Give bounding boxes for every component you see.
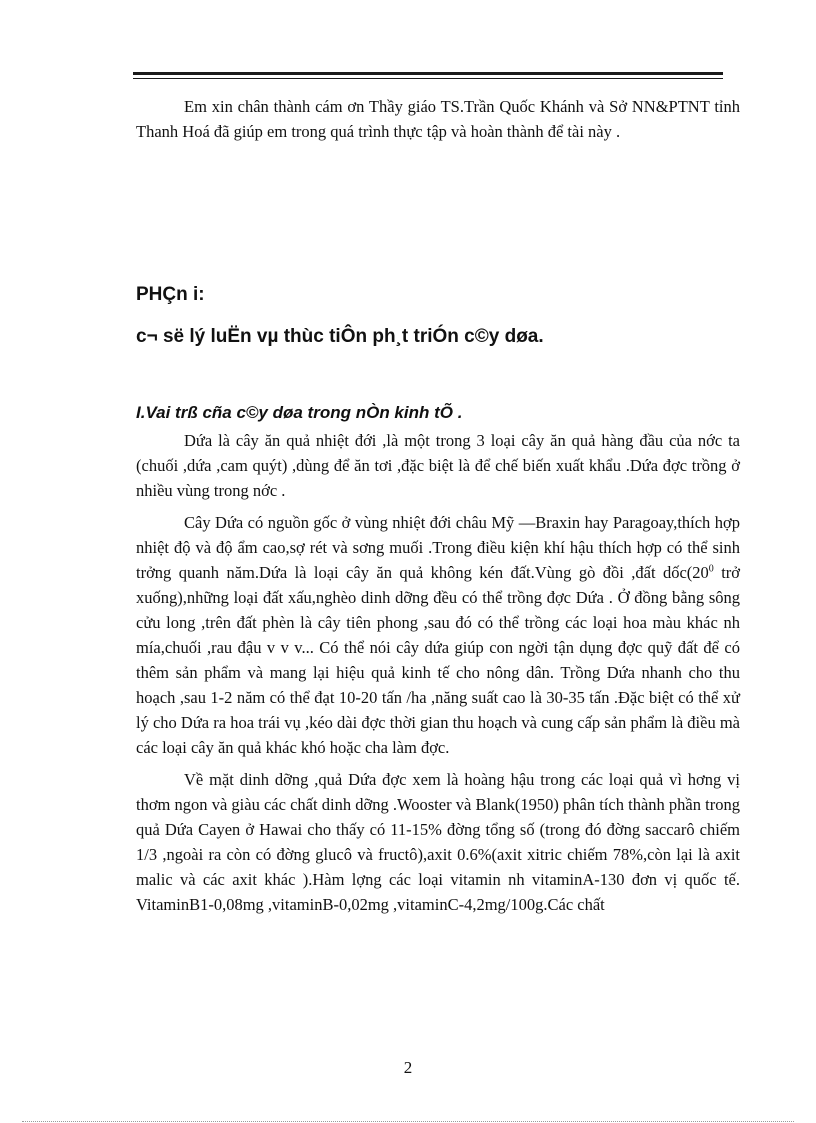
paragraph-2-part-a: Cây Dứa có nguồn gốc ở vùng nhiệt đới châu Mỹ —Braxin hay Paragoay,thích hợp nhiệt độ và độ ẩm cao,sợ rét và sơng muối .Trong điều kiện khí hậu thích hợp có thể sinh trởng quanh năm.Dứa là loại cây ăn quả không kén đất.Vùng gò đồi ,đất dốc(20	[136, 513, 740, 582]
page-number: 2	[403, 1058, 413, 1077]
header-rule-thin	[133, 78, 723, 79]
paragraph-3: Về mặt dinh dỡng ,quả Dứa đợc xem là hoàng hậu trong các loại quả vì hơng vị thơm ngon và giàu các chất dinh dỡng .Wooster và Blank(1950) phân tích thành phần trong quả Dứa Cayen ở Hawai cho thấy có 11-15% đờng tổng số (trong đó đờng saccarô chiếm 1/3 ,ngoài ra còn có đờng glucô và fructô),axit 0.6%(axit xitric chiếm 78%,còn lại là axit malic và các axit khác ).Hàm lợng các loại vitamin nh vitaminA-130 đơn vị quốc tế. VitaminB1-0,08mg ,vitaminB-0,02mg ,vitaminC-4,2mg/100g.Các chất	[136, 770, 740, 914]
paragraph-2-part-b: trở xuống),những loại đất xấu,nghèo dinh dỡng đều có thể trồng đợc Dứa . Ở đồng bằng sông cửu long ,trên đất phèn là cây tiên phong ,sau đó có thể trồng các loại hoa màu khác nh mía,chuối ,rau đậu v v v... Có thể nói cây dứa giúp con ngời tận dụng đợc quỹ đất để có thêm sản phẩm và mang lại hiệu quả kinh tế cho nông dân. Trồng Dứa nhanh cho thu hoạch ,sau 1-2 năm có thể đạt 10-20 tấn /ha ,năng suất cao là 30-35 tấn .Đặc biệt có thể xử lý cho Dứa ra hoa trái vụ ,kéo dài đợc thời gian thu hoạch và cung cấp sản phẩm là điều mà các loại cây ăn quả khác khó hoặc cha làm đợc.	[136, 563, 740, 757]
header-rule	[133, 72, 723, 75]
body-text	[136, 428, 740, 917]
acknowledgement-paragraph: Em xin chân thành cám ơn Thầy giáo TS.Trần Quốc Khánh và Sở NN&PTNT tỉnh Thanh Hoá đã giúp em trong quá trình thực tập và hoàn thành để tài này .	[136, 97, 740, 141]
paragraph-2	[136, 510, 740, 760]
part-heading: PHÇn i:	[136, 284, 205, 305]
section-heading: I.Vai trß cña c©y døa trong nÒn kinh tÕ .	[136, 403, 463, 422]
page-bottom-border	[22, 1121, 794, 1122]
acknowledgement-block	[136, 94, 740, 144]
degree-superscript: 0	[708, 563, 714, 575]
paragraph-1: Dứa là cây ăn quả nhiệt đới ,là một trong 3 loại cây ăn quả hàng đầu của nớc ta (chuối ,dứa ,cam quýt) ,dùng để ăn tơi ,đặc biệt là để chế biến xuất khẩu .Dứa đợc trồng ở nhiều vùng trong nớc .	[136, 431, 740, 500]
part-title: c¬ së lý luËn vµ thùc tiÔn ph¸t triÓn c©y døa.	[136, 326, 544, 347]
